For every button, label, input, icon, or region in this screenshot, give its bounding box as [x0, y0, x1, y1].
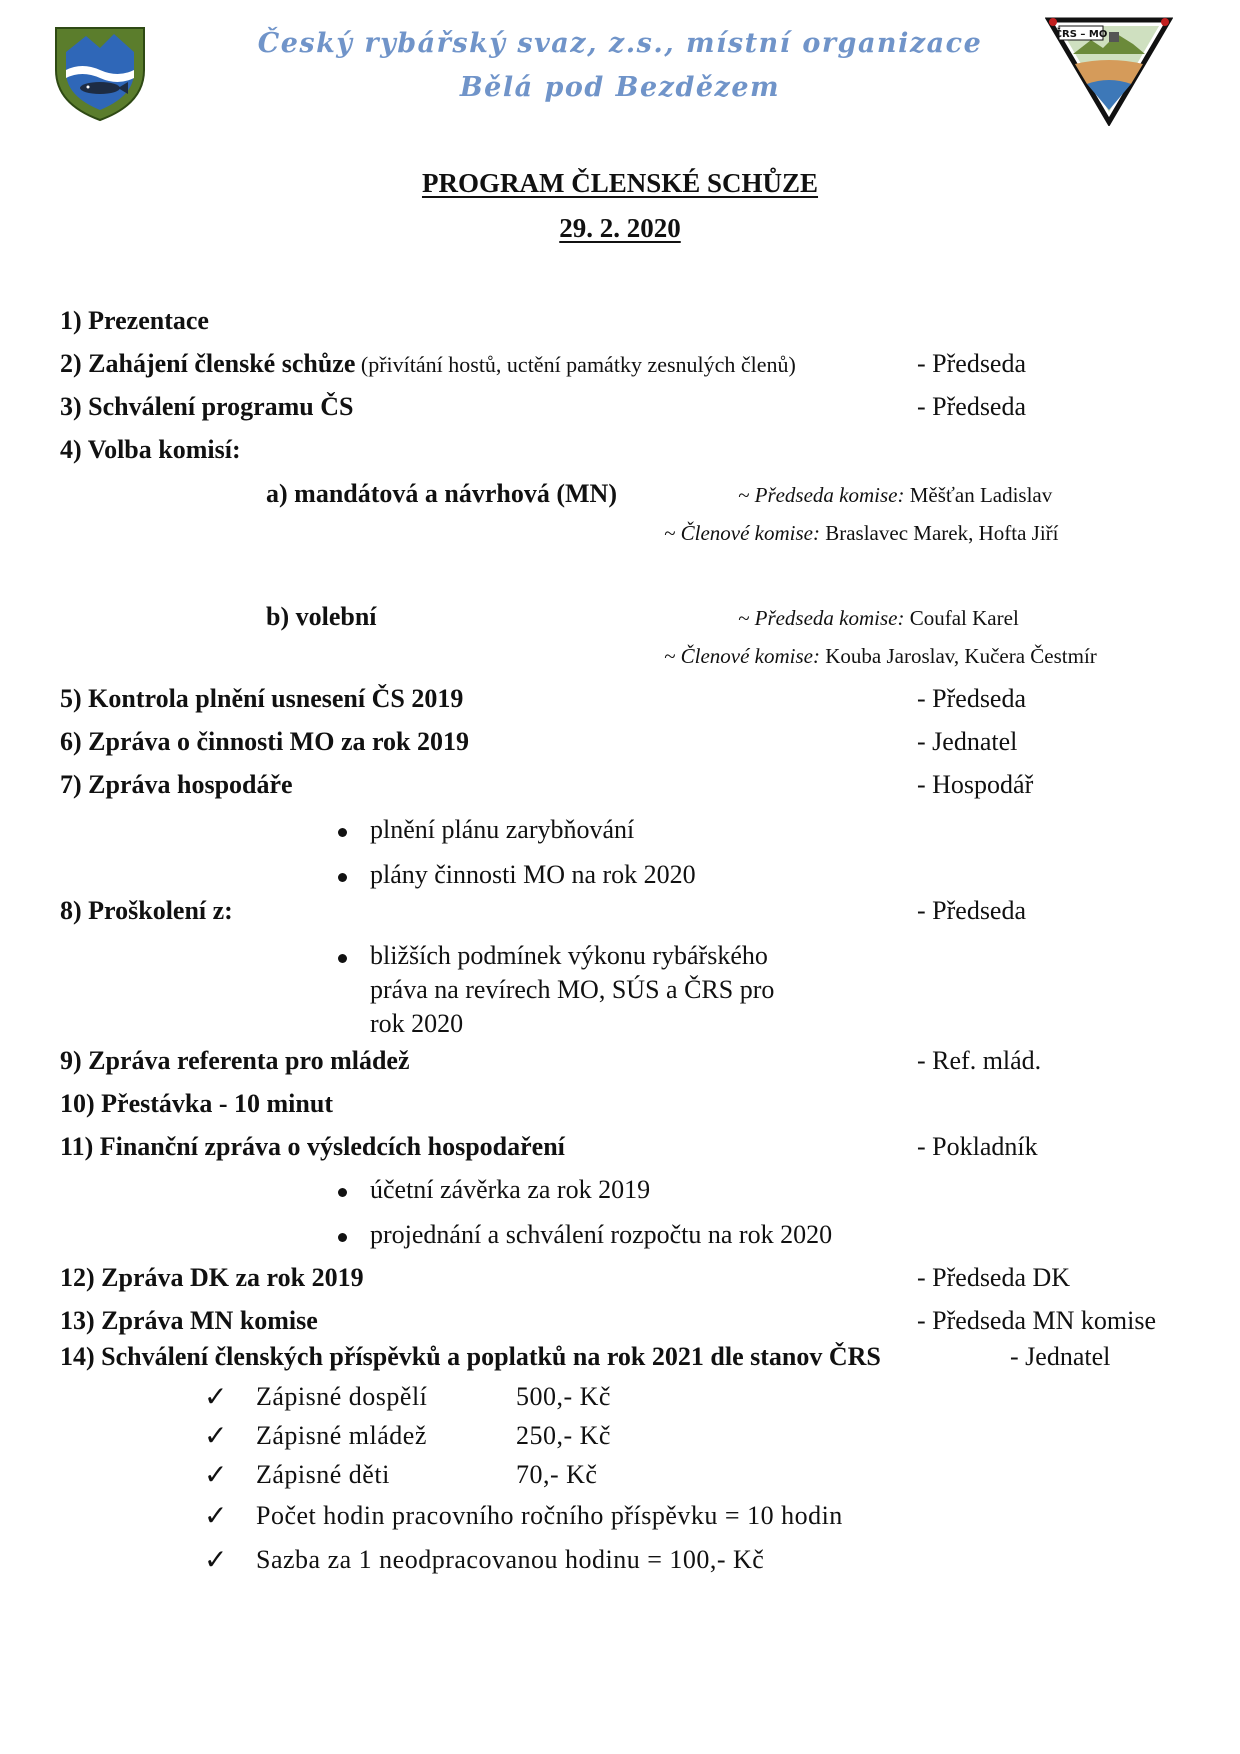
agenda-item-2-responsible: - Předseda: [917, 349, 1027, 378]
agenda-item-9: 9) Zpráva referenta pro mládež: [60, 1046, 410, 1075]
agenda-item-3-responsible: - Předseda: [917, 392, 1027, 421]
agenda-item-14-responsible: - Jednatel: [1010, 1342, 1111, 1371]
list-item: projednání a schválení rozpočtu na rok 2020: [370, 1220, 832, 1250]
agenda-item-12-responsible: - Předseda DK: [917, 1263, 1071, 1292]
bullet-icon: [338, 1233, 347, 1242]
list-item: účetní závěrka za rok 2019: [370, 1175, 650, 1205]
list-item: bližších podmínek výkonu rybářského: [370, 941, 768, 971]
agenda-item-7: 7) Zpráva hospodáře: [60, 770, 293, 799]
agenda-item-4: 4) Volba komisí:: [60, 435, 241, 464]
agenda-item-5-responsible: - Předseda: [917, 684, 1027, 713]
agenda-item-7-responsible: - Hospodář: [917, 770, 1034, 799]
commission-b-chair: ~ Předseda komise: Coufal Karel: [738, 606, 1019, 630]
check-icon: ✓: [204, 1460, 228, 1491]
agenda-item-10: 10) Přestávka - 10 minut: [60, 1089, 333, 1118]
document-title: PROGRAM ČLENSKÉ SCHŮZE: [421, 168, 819, 198]
agenda-item-8: 8) Proškolení z:: [60, 896, 233, 925]
agenda-item-13-responsible: - Předseda MN komise: [917, 1306, 1157, 1335]
list-item: plnění plánu zarybňování: [370, 815, 634, 845]
agenda-item-13: 13) Zpráva MN komise: [60, 1306, 318, 1335]
agenda-item-11-responsible: - Pokladník: [917, 1132, 1038, 1161]
fee-item-adults: ✓ Zápisné dospělí 500,- Kč: [204, 1382, 611, 1413]
check-icon: ✓: [204, 1545, 228, 1576]
agenda-item-5: 5) Kontrola plnění usnesení ČS 2019: [60, 684, 464, 713]
agenda-item-3: 3) Schválení programu ČS: [60, 392, 354, 421]
list-item-continuation: práva na revírech MO, SÚS a ČRS pro: [370, 975, 775, 1004]
agenda-item-1: 1) Prezentace: [60, 306, 209, 335]
fee-item-work-hours: ✓ Počet hodin pracovního ročního příspěvku = 10 hodin: [204, 1501, 843, 1532]
commission-b-members: ~ Členové komise: Kouba Jaroslav, Kučera Čestmír: [664, 644, 1097, 668]
list-item-continuation: rok 2020: [370, 1009, 464, 1038]
agenda-item-2: 2) Zahájení členské schůze (přivítání hostů, uctění památky zesnulých členů): [60, 349, 796, 378]
commission-b-label: b) volební: [266, 602, 377, 631]
document-date: 29. 2. 2020: [559, 213, 681, 243]
agenda-item-12: 12) Zpráva DK za rok 2019: [60, 1263, 364, 1292]
bullet-icon: [338, 1188, 347, 1197]
commission-a-chair: ~ Předseda komise: Měšťan Ladislav: [738, 483, 1053, 507]
check-icon: ✓: [204, 1501, 228, 1532]
agenda-item-6-responsible: - Jednatel: [917, 727, 1018, 756]
agenda-item-6: 6) Zpráva o činnosti MO za rok 2019: [60, 727, 470, 756]
fee-item-children: ✓ Zápisné děti 70,- Kč: [204, 1460, 598, 1491]
check-icon: ✓: [204, 1382, 228, 1413]
organization-location: Bělá pod Bezdězem: [459, 72, 781, 103]
commission-a-members: ~ Členové komise: Braslavec Marek, Hofta Jiří: [664, 521, 1059, 545]
commission-a-label: a) mandátová a návrhová (MN): [266, 479, 617, 508]
bullet-icon: [338, 828, 347, 837]
agenda-item-8-responsible: - Předseda: [917, 896, 1027, 925]
agenda-item-11: 11) Finanční zpráva o výsledcích hospodaření: [60, 1132, 565, 1161]
agenda-item-14: 14) Schválení členských příspěvků a poplatků na rok 2021 dle stanov ČRS: [60, 1342, 881, 1371]
organization-name: Český rybářský svaz, z.s., místní organizace: [257, 28, 983, 59]
bullet-icon: [338, 873, 347, 882]
bullet-icon: [338, 954, 347, 963]
agenda-item-9-responsible: - Ref. mlád.: [917, 1046, 1042, 1075]
fee-item-hourly-rate: ✓ Sazba za 1 neodpracovanou hodinu = 100,- Kč: [204, 1545, 765, 1576]
fee-item-youth: ✓ Zápisné mládež 250,- Kč: [204, 1421, 611, 1452]
check-icon: ✓: [204, 1421, 228, 1452]
list-item: plány činnosti MO na rok 2020: [370, 860, 696, 890]
logo-right-label: ČRS – MO: [1054, 29, 1108, 40]
